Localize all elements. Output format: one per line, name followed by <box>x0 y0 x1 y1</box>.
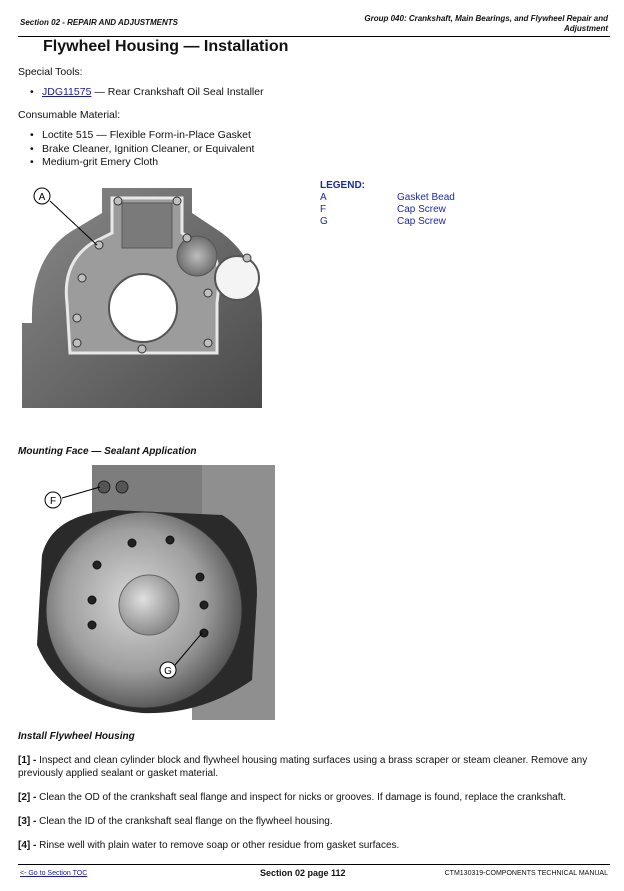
legend-row <box>320 216 455 228</box>
page-header <box>18 12 610 37</box>
list-item: • Medium-grit Emery Cloth <box>30 156 254 170</box>
legend-value: Cap Screw <box>397 216 446 227</box>
legend-row <box>320 204 455 216</box>
page-number: Section 02 page 112 <box>260 868 346 878</box>
special-tools-label: Special Tools: <box>18 66 83 78</box>
flywheel-housing-mounting-face-figure <box>22 183 264 408</box>
legend-heading: LEGEND: <box>320 180 365 191</box>
legend <box>320 180 455 228</box>
step-text: Rinse well with plain water to remove soap or other residue from gasket surfaces. <box>39 840 400 851</box>
page-footer <box>18 864 610 882</box>
list-item: • Loctite 515 — Flexible Form-in-Place Gasket <box>30 129 254 143</box>
step-text: Clean the ID of the crankshaft seal flange on the flywheel housing. <box>39 816 333 827</box>
page-title: Flywheel Housing — Installation <box>43 38 289 55</box>
step-1 <box>18 754 604 780</box>
tool-description: — Rear Crankshaft Oil Seal Installer <box>91 86 264 98</box>
step-number: [4] - <box>18 840 37 851</box>
consumables-list <box>30 129 254 170</box>
callout-f: F <box>49 496 57 507</box>
legend-key: F <box>320 204 327 215</box>
go-to-section-toc-link[interactable]: <- Go to Section TOC <box>20 870 88 877</box>
step-text: Clean the OD of the crankshaft seal flange and inspect for nicks or grooves. If damage is found, replace the crankshaft. <box>39 792 567 803</box>
step-text: Inspect and clean cylinder block and flywheel housing mating surfaces using a brass scraper or steam cleaner. Remove any previously applied sealant or gasket material. <box>18 755 588 779</box>
step-2 <box>18 791 604 804</box>
flywheel-housing-cap-screws-figure <box>22 465 275 720</box>
consumable-material-label: Consumable Material: <box>18 109 121 121</box>
legend-value: Gasket Bead <box>397 192 455 203</box>
tool-link[interactable]: JDG11575 <box>42 86 92 98</box>
step-number: [2] - <box>18 792 37 803</box>
special-tools-list <box>30 86 264 100</box>
callout-a: A <box>38 192 46 203</box>
legend-key: A <box>320 192 327 203</box>
group-title: Group 040: Crankshaft, Main Bearings, and Flywheel Repair and Adjustment <box>364 14 608 33</box>
step-number: [1] - <box>18 755 37 766</box>
legend-row <box>320 192 455 204</box>
figure-caption: Mounting Face — Sealant Application <box>18 446 197 457</box>
legend-key: G <box>320 216 328 227</box>
section-heading: Install Flywheel Housing <box>18 731 135 742</box>
legend-value: Cap Screw <box>397 204 446 215</box>
manual-name: CTM130319-COMPONENTS TECHNICAL MANUAL <box>444 870 608 877</box>
step-3 <box>18 815 604 828</box>
step-4 <box>18 839 604 852</box>
section-title: Section 02 - REPAIR AND ADJUSTMENTS <box>20 18 178 27</box>
list-item: • Brake Cleaner, Ignition Cleaner, or Equivalent <box>30 143 254 157</box>
step-number: [3] - <box>18 816 37 827</box>
callout-g: G <box>164 666 172 677</box>
list-item <box>30 86 264 100</box>
